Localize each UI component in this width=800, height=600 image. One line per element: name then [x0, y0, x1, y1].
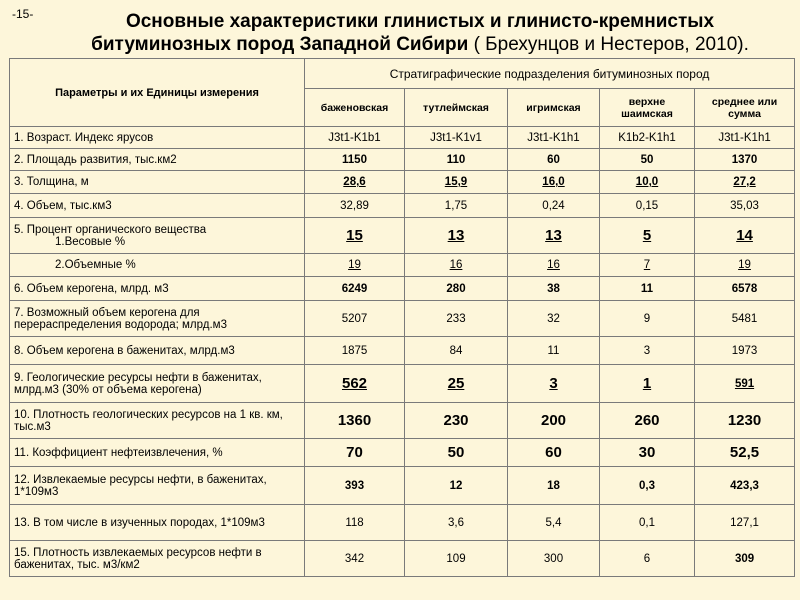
cell: 60: [508, 149, 600, 171]
row-label: [10, 218, 305, 254]
table-row: [10, 365, 795, 403]
cell: 393: [305, 467, 405, 505]
cell: J3t1-K1v1: [405, 127, 508, 149]
col-header: тутлеймская: [405, 89, 508, 127]
cell: 32,89: [305, 194, 405, 218]
cell: 1370: [695, 149, 795, 171]
cell: 18: [508, 467, 600, 505]
cell: 1230: [695, 403, 795, 439]
cell: 11: [600, 277, 695, 301]
cell: 15,9: [405, 171, 508, 194]
cell: 309: [695, 541, 795, 577]
cell: 1875: [305, 337, 405, 365]
cell: 10,0: [600, 171, 695, 194]
cell: 38: [508, 277, 600, 301]
cell: 423,3: [695, 467, 795, 505]
cell: 1150: [305, 149, 405, 171]
row-label: 2. Площадь развития, тыс.км2: [10, 149, 305, 171]
col-header: баженовская: [305, 89, 405, 127]
cell: 16,0: [508, 171, 600, 194]
row-label-sub: 1.Весовые %: [55, 235, 126, 248]
cell: 230: [405, 403, 508, 439]
cell: 280: [405, 277, 508, 301]
cell: 60: [508, 439, 600, 467]
table-row: [10, 467, 795, 505]
table-row: [10, 403, 795, 439]
cell: 127,1: [695, 505, 795, 541]
cell: 25: [405, 365, 508, 403]
params-header: Параметры и их Единицы измерения: [10, 59, 305, 127]
cell: 6: [600, 541, 695, 577]
cell: 1973: [695, 337, 795, 365]
cell: 1: [600, 365, 695, 403]
col-header: среднее или сумма: [695, 89, 795, 127]
cell: 50: [405, 439, 508, 467]
row-label: 3. Толщина, м: [10, 171, 305, 194]
cell: 16: [405, 254, 508, 277]
cell: J3t1-K1h1: [695, 127, 795, 149]
cell: 70: [305, 439, 405, 467]
cell: J3t1-K1h1: [508, 127, 600, 149]
cell: 109: [405, 541, 508, 577]
cell: 19: [695, 254, 795, 277]
cell: 5,4: [508, 505, 600, 541]
cell: 118: [305, 505, 405, 541]
cell: 1,75: [405, 194, 508, 218]
cell: K1b2-K1h1: [600, 127, 695, 149]
table-row: [10, 439, 795, 467]
cell: 0,24: [508, 194, 600, 218]
cell: 84: [405, 337, 508, 365]
table-row: [10, 337, 795, 365]
row-label: 13. В том числе в изученных породах, 1*109м3: [10, 505, 305, 541]
cell: 11: [508, 337, 600, 365]
table-row: [10, 194, 795, 218]
row-label: 8. Объем керогена в баженитах, млрд.м3: [10, 337, 305, 365]
cell: 5481: [695, 301, 795, 337]
cell: 562: [305, 365, 405, 403]
page-number: -15-: [12, 7, 34, 21]
cell: 32: [508, 301, 600, 337]
cell: 19: [305, 254, 405, 277]
cell: 1360: [305, 403, 405, 439]
row-label: 1. Возраст. Индекс ярусов: [10, 127, 305, 149]
row-label: 7. Возможный объем керогена для перераспределения водорода; млрд.м3: [10, 301, 305, 337]
cell: 14: [695, 218, 795, 254]
table-row: [10, 254, 795, 277]
row-label: 11. Коэффициент нефтеизвлечения, %: [10, 439, 305, 467]
cell: 3: [508, 365, 600, 403]
table-row: [10, 127, 795, 149]
row-label: 2.Объемные %: [10, 254, 305, 277]
row-label: 12. Извлекаемые ресурсы нефти, в баженитах, 1*109м3: [10, 467, 305, 505]
cell: 12: [405, 467, 508, 505]
cell: 13: [508, 218, 600, 254]
row-label-main: 5. Процент органического вещества: [14, 223, 207, 236]
row-label: 10. Плотность геологических ресурсов на 1 кв. км, тыс.м3: [10, 403, 305, 439]
title-source: ( Брехунцов и Нестеров, 2010).: [468, 34, 749, 55]
table-row: [10, 277, 795, 301]
row-label: 4. Объем, тыс.км3: [10, 194, 305, 218]
cell: 3,6: [405, 505, 508, 541]
cell: 5: [600, 218, 695, 254]
row-label: 15. Плотность извлекаемых ресурсов нефти в баженитах, тыс. м3/км2: [10, 541, 305, 577]
cell: 5207: [305, 301, 405, 337]
cell: 200: [508, 403, 600, 439]
row-label: 9. Геологические ресурсы нефти в баженитах, млрд.м3 (30% от объема керогена): [10, 365, 305, 403]
cell: 16: [508, 254, 600, 277]
cell: 27,2: [695, 171, 795, 194]
table-row: [10, 541, 795, 577]
cell: 342: [305, 541, 405, 577]
cell: 13: [405, 218, 508, 254]
table-row: [10, 301, 795, 337]
cell: 6578: [695, 277, 795, 301]
col-header: верхне шаимская: [600, 89, 695, 127]
cell: 300: [508, 541, 600, 577]
strat-header: Стратиграфические подразделения битуминозных пород: [305, 59, 795, 89]
table-row: [10, 171, 795, 194]
cell: 6249: [305, 277, 405, 301]
cell: 7: [600, 254, 695, 277]
characteristics-table: [9, 58, 795, 577]
cell: 35,03: [695, 194, 795, 218]
title-line1: Основные характеристики глинистых и глинисто-кремнистых: [125, 11, 715, 32]
cell: 50: [600, 149, 695, 171]
page-title: [60, 10, 780, 56]
table-row: [10, 218, 795, 254]
cell: J3t1-K1b1: [305, 127, 405, 149]
col-header: игримская: [508, 89, 600, 127]
cell: 260: [600, 403, 695, 439]
cell: 0,15: [600, 194, 695, 218]
row-label: 6. Объем керогена, млрд. м3: [10, 277, 305, 301]
cell: 0,1: [600, 505, 695, 541]
cell: 591: [695, 365, 795, 403]
table-row: [10, 505, 795, 541]
cell: 28,6: [305, 171, 405, 194]
cell: 30: [600, 439, 695, 467]
cell: 15: [305, 218, 405, 254]
title-line2: битуминозных пород Западной Сибири: [91, 34, 469, 55]
cell: 3: [600, 337, 695, 365]
cell: 52,5: [695, 439, 795, 467]
cell: 0,3: [600, 467, 695, 505]
cell: 9: [600, 301, 695, 337]
table-row: [10, 149, 795, 171]
cell: 110: [405, 149, 508, 171]
cell: 233: [405, 301, 508, 337]
